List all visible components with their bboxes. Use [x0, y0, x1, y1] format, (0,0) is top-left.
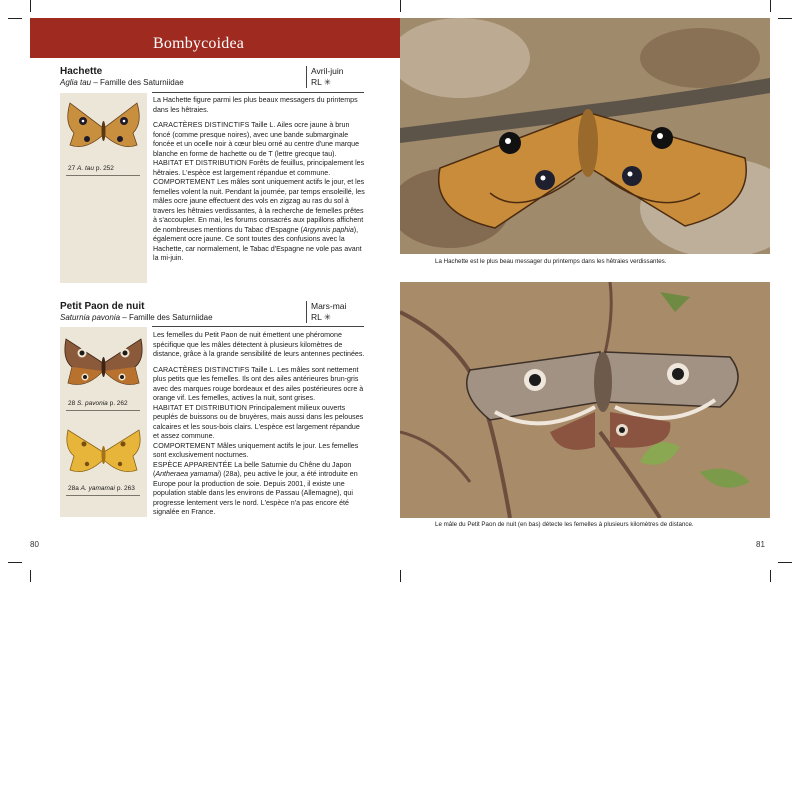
intro-paragraph: La Hachette figure parmi les plus beaux messagers du printemps dans les hêtraies. [153, 96, 358, 114]
crop-mark [30, 570, 31, 582]
crop-mark [400, 0, 401, 12]
plate-rule [66, 495, 140, 496]
latin-name: Saturnia pavonia [60, 313, 121, 322]
antheraea-yamamai-specimen-icon [60, 422, 147, 484]
crop-mark [30, 0, 31, 12]
latin-name: Aglia tau [60, 78, 92, 87]
moth-photo-icon [400, 18, 770, 254]
flight-period: Avril-juin [311, 66, 344, 76]
page-number-left: 80 [30, 540, 39, 549]
species-text-petit-paon [153, 331, 366, 518]
description-paragraph: CARACTÈRES DISTINCTIFS Taille L. Ailes ocre jaune à brun foncé (comme presque noires), avec une bande submarginale foncée et un ocelle noir à cœur bleu orné au centre d'une marque blanche en forme de hachette ou de T (lettre grecque tau). HABITAT ET DISTRIBUTION Forêts de feuillus, principalement les hêtraies. L'espèce est largement répandue et commune. COMPORTEMENT Les mâles sont uniquement actifs le jour, et les femelles volent la nuit. Pendant la journée, par temps ensoleillé, les mâles ocre jaune effectuent des vols en zigzag au ras du sol à travers les hêtraies verdissantes, à la recherche de femelles prêtes à s'accoupler. En mai, les forums consacrés aux papillons affichent de nombreuses mentions du Tabac d'Espagne (Argynnis paphia), également ocre jaune. Ce sont toutes des confusions avec la Hachette, car normalement, le Tabac d'Espagne ne vole pas avant la mi-juin. [153, 121, 365, 262]
intro-paragraph: Les femelles du Petit Paon de nuit émettent une phéromone spécifique que les mâles détectent à plusieurs kilomètres de distance, grâce à la grande sensibilité de leurs antennes pectinées. [153, 331, 365, 358]
species-latin-hachette [60, 78, 184, 87]
section-rule [152, 92, 364, 93]
moth-pair-photo-icon [400, 282, 770, 518]
species-name-hachette: Hachette [60, 66, 103, 77]
family-name: – Famille des Saturniidae [93, 78, 184, 87]
red-list-status: RL ✳ [311, 77, 332, 87]
flight-period: Mars-mai [311, 301, 347, 311]
saturnia-pavonia-specimen-icon [60, 327, 147, 399]
crop-mark [778, 18, 792, 19]
plate-caption: 27 A. tau p. 252 [68, 165, 114, 172]
family-name: – Famille des Saturniidae [122, 313, 213, 322]
description-paragraph: CARACTÈRES DISTINCTIFS Taille L. Les mâles sont nettement plus petits que les femelles. Ils ont des ailes antérieures brun-gris avec des marques rouge bordeaux et des ailes postérieures ocre à orange vif. Les femelles, actives la nuit, sont grises. HABITAT ET DISTRIBUTION Principalement milieux ouverts peuplés de buissons ou de bruyères, mais aussi dans les pelouses calcaires et les sous-bois clairs. L'espèce est largement répandue et assez commune. COMPORTEMENT Mâles uniquement actifs le jour. Les femelles sont exclusivement nocturnes. ESPÈCE APPARENTÉE La belle Saturnie du Chêne du Japon (Antheraea yamamai) (28a), peu active le jour, a été introduite en Europe pour la production de soie. Depuis 2001, il existe une population stable dans les environs de Passau (Allemagne), qui progresse lentement vers le nord. L'espèce n'a pas encore été signalée en France. [153, 365, 364, 516]
crop-mark [778, 562, 792, 563]
section-title: Bombycoidea [153, 35, 245, 52]
crop-mark [770, 570, 771, 582]
plate-caption: 28 S. pavonia p. 262 [68, 400, 128, 407]
specimen-plate-petit-paon [60, 327, 147, 517]
plate-rule [66, 175, 140, 176]
specimen-plate-hachette [60, 93, 147, 283]
section-rule [152, 326, 364, 327]
species-latin-petit-paon [60, 313, 213, 322]
page-number-right: 81 [756, 540, 765, 549]
meta-box-petit-paon [306, 301, 346, 323]
species-text-hachette [153, 96, 366, 264]
plate-rule [66, 410, 140, 411]
photo-caption-top: La Hachette est le plus beau messager du printemps dans les hêtraies verdissantes. [435, 258, 667, 265]
species-name-petit-paon: Petit Paon de nuit [60, 301, 145, 312]
red-list-status: RL ✳ [311, 312, 332, 322]
crop-mark [8, 18, 22, 19]
photo-saturnia-pavonia [400, 282, 770, 518]
meta-box-hachette [306, 66, 343, 88]
aglia-tau-specimen-icon [60, 93, 147, 163]
crop-mark [400, 570, 401, 582]
crop-mark [8, 562, 22, 563]
photo-aglia-tau [400, 18, 770, 254]
crop-mark [770, 0, 771, 12]
photo-caption-bottom: Le mâle du Petit Paon de nuit (en bas) détecte les femelles à plusieurs kilomètres de distance. [435, 521, 694, 528]
plate-caption: 28a A. yamamai p. 263 [68, 485, 135, 492]
